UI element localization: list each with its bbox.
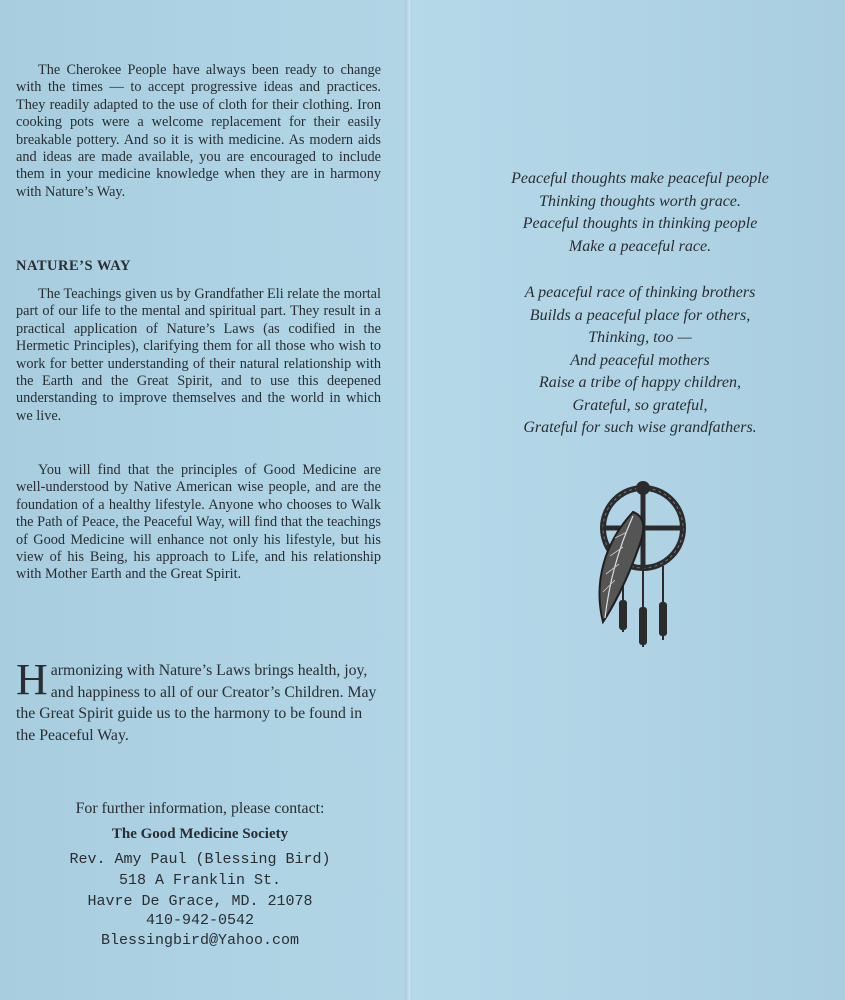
poem-stanza-2 [430, 282, 845, 440]
contact-intro: For further information, please contact: [75, 800, 325, 817]
section-heading: NATURE’S WAY [16, 258, 131, 274]
poem-line: Peaceful thoughts in thinking people [522, 215, 758, 232]
poem-line: Grateful, so grateful, [572, 396, 708, 414]
contact-email: Blessingbird@Yahoo.com [100, 932, 300, 949]
contact-street: 518 A Franklin St. [118, 872, 282, 889]
contact-name: Rev. Amy Paul (Blessing Bird) [69, 851, 331, 868]
medicine-wheel-dreamcatcher-icon [575, 472, 705, 672]
poem-line: Peaceful thoughts make peaceful people [511, 170, 769, 187]
poem-line: And peaceful mothers [570, 351, 710, 369]
poem-line: Thinking, too — [588, 329, 692, 346]
poem-line: A peaceful race of thinking brothers [524, 284, 756, 301]
teachings-paragraph: The Teachings given us by Grandfather Eli relate the mortal part of our life to the mental and spiritual part. They result in a practical application of Nature’s Laws (as codified in the Hermetic Principles), clarifying them for all those who wish to work for better understanding of their natural relationship with the Earth and the Great Spirit, and to use this deepened understanding to improve themselves and the world in which we live. [16, 286, 381, 424]
poem-line: Make a peaceful race. [568, 237, 712, 255]
contact-phone: 410-942-0542 [145, 912, 255, 929]
contact-city: Havre De Grace, MD. 21078 [87, 893, 313, 910]
poem-line: Raise a tribe of happy children, [538, 374, 742, 391]
drop-cap: H [16, 655, 48, 704]
left-panel [0, 0, 410, 1000]
poem-line: Grateful for such wise grandfathers. [523, 419, 757, 436]
harmony-paragraph [16, 655, 378, 746]
poem-stanza-1 [430, 168, 845, 258]
organization-name: The Good Medicine Society [111, 826, 289, 842]
harmony-text: armonizing with Nature’s Laws brings health, joy, and happiness to all of our Creator’s Children. May the Great Spirit guide us to the harmony to be found in the Peaceful Way. [16, 662, 377, 744]
poem-line: Builds a peaceful place for others, [529, 306, 751, 324]
poem-line: Thinking thoughts worth grace. [539, 192, 741, 210]
intro-paragraph: The Cherokee People have always been ready to change with the times — to accept progressive ideas and practices. They readily adapted to the use of cloth for their clothing. Iron cooking pots were a welcome replacement for their easily breakable pottery. And so it is with medicine. As modern aids and ideas are made available, you are encouraged to include them in your medicine knowledge when they are in harmony with Nature’s Way. [16, 62, 381, 200]
principles-paragraph: You will find that the principles of Good Medicine are well-understood by Native American wise people, and are the foundation of a healthy lifestyle. Anyone who chooses to Walk the Path of Peace, the Peaceful Way, will find that the teachings of Good Medicine will enhance not only his lifestyle, but his view of his Being, his approach to Life, and his relationship with Mother Earth and the Great Spirit. [16, 462, 381, 583]
